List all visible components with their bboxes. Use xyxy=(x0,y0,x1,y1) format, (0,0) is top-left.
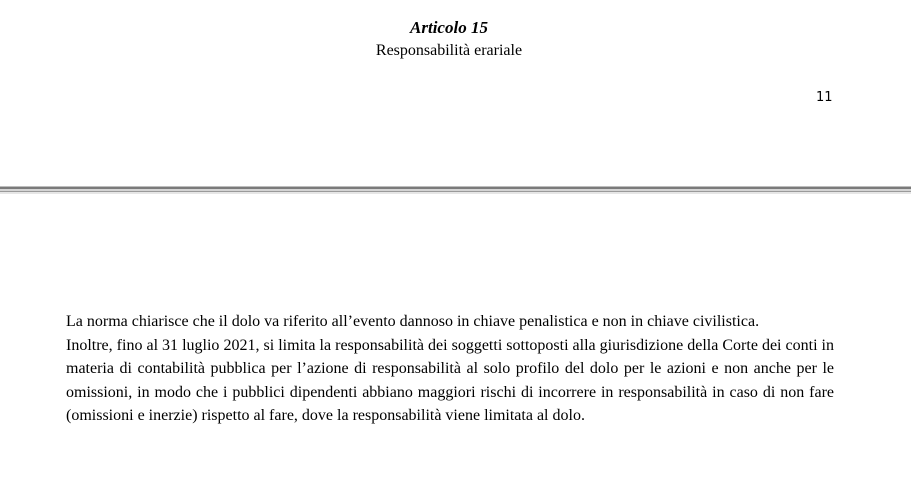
paragraph: La norma chiarisce che il dolo va riferito all’evento dannoso in chiave penalistica e non in chiave civilistica. xyxy=(66,313,760,330)
paragraph: Inoltre, fino al 31 luglio 2021, si limita la responsabilità dei soggetti sottoposti alla giurisdizione della Corte dei conti in materia di contabilità pubblica per l’azione di responsabilità al solo profilo del dolo per le azioni e non anche per le omissioni, in modo che i pubblici dipendenti abbiano maggiori rischi di incorrere in responsabilità in caso di non fare (omissioni e inerzie) rispetto al fare, dove la responsabilità viene limitata al dolo. xyxy=(66,336,834,425)
body-text xyxy=(66,310,834,428)
article-title: Articolo 15 xyxy=(410,18,488,37)
page-separator xyxy=(0,186,911,194)
page-number: 11 xyxy=(816,90,833,105)
article-subtitle: Responsabilità erariale xyxy=(375,42,523,59)
page-top xyxy=(0,0,911,186)
